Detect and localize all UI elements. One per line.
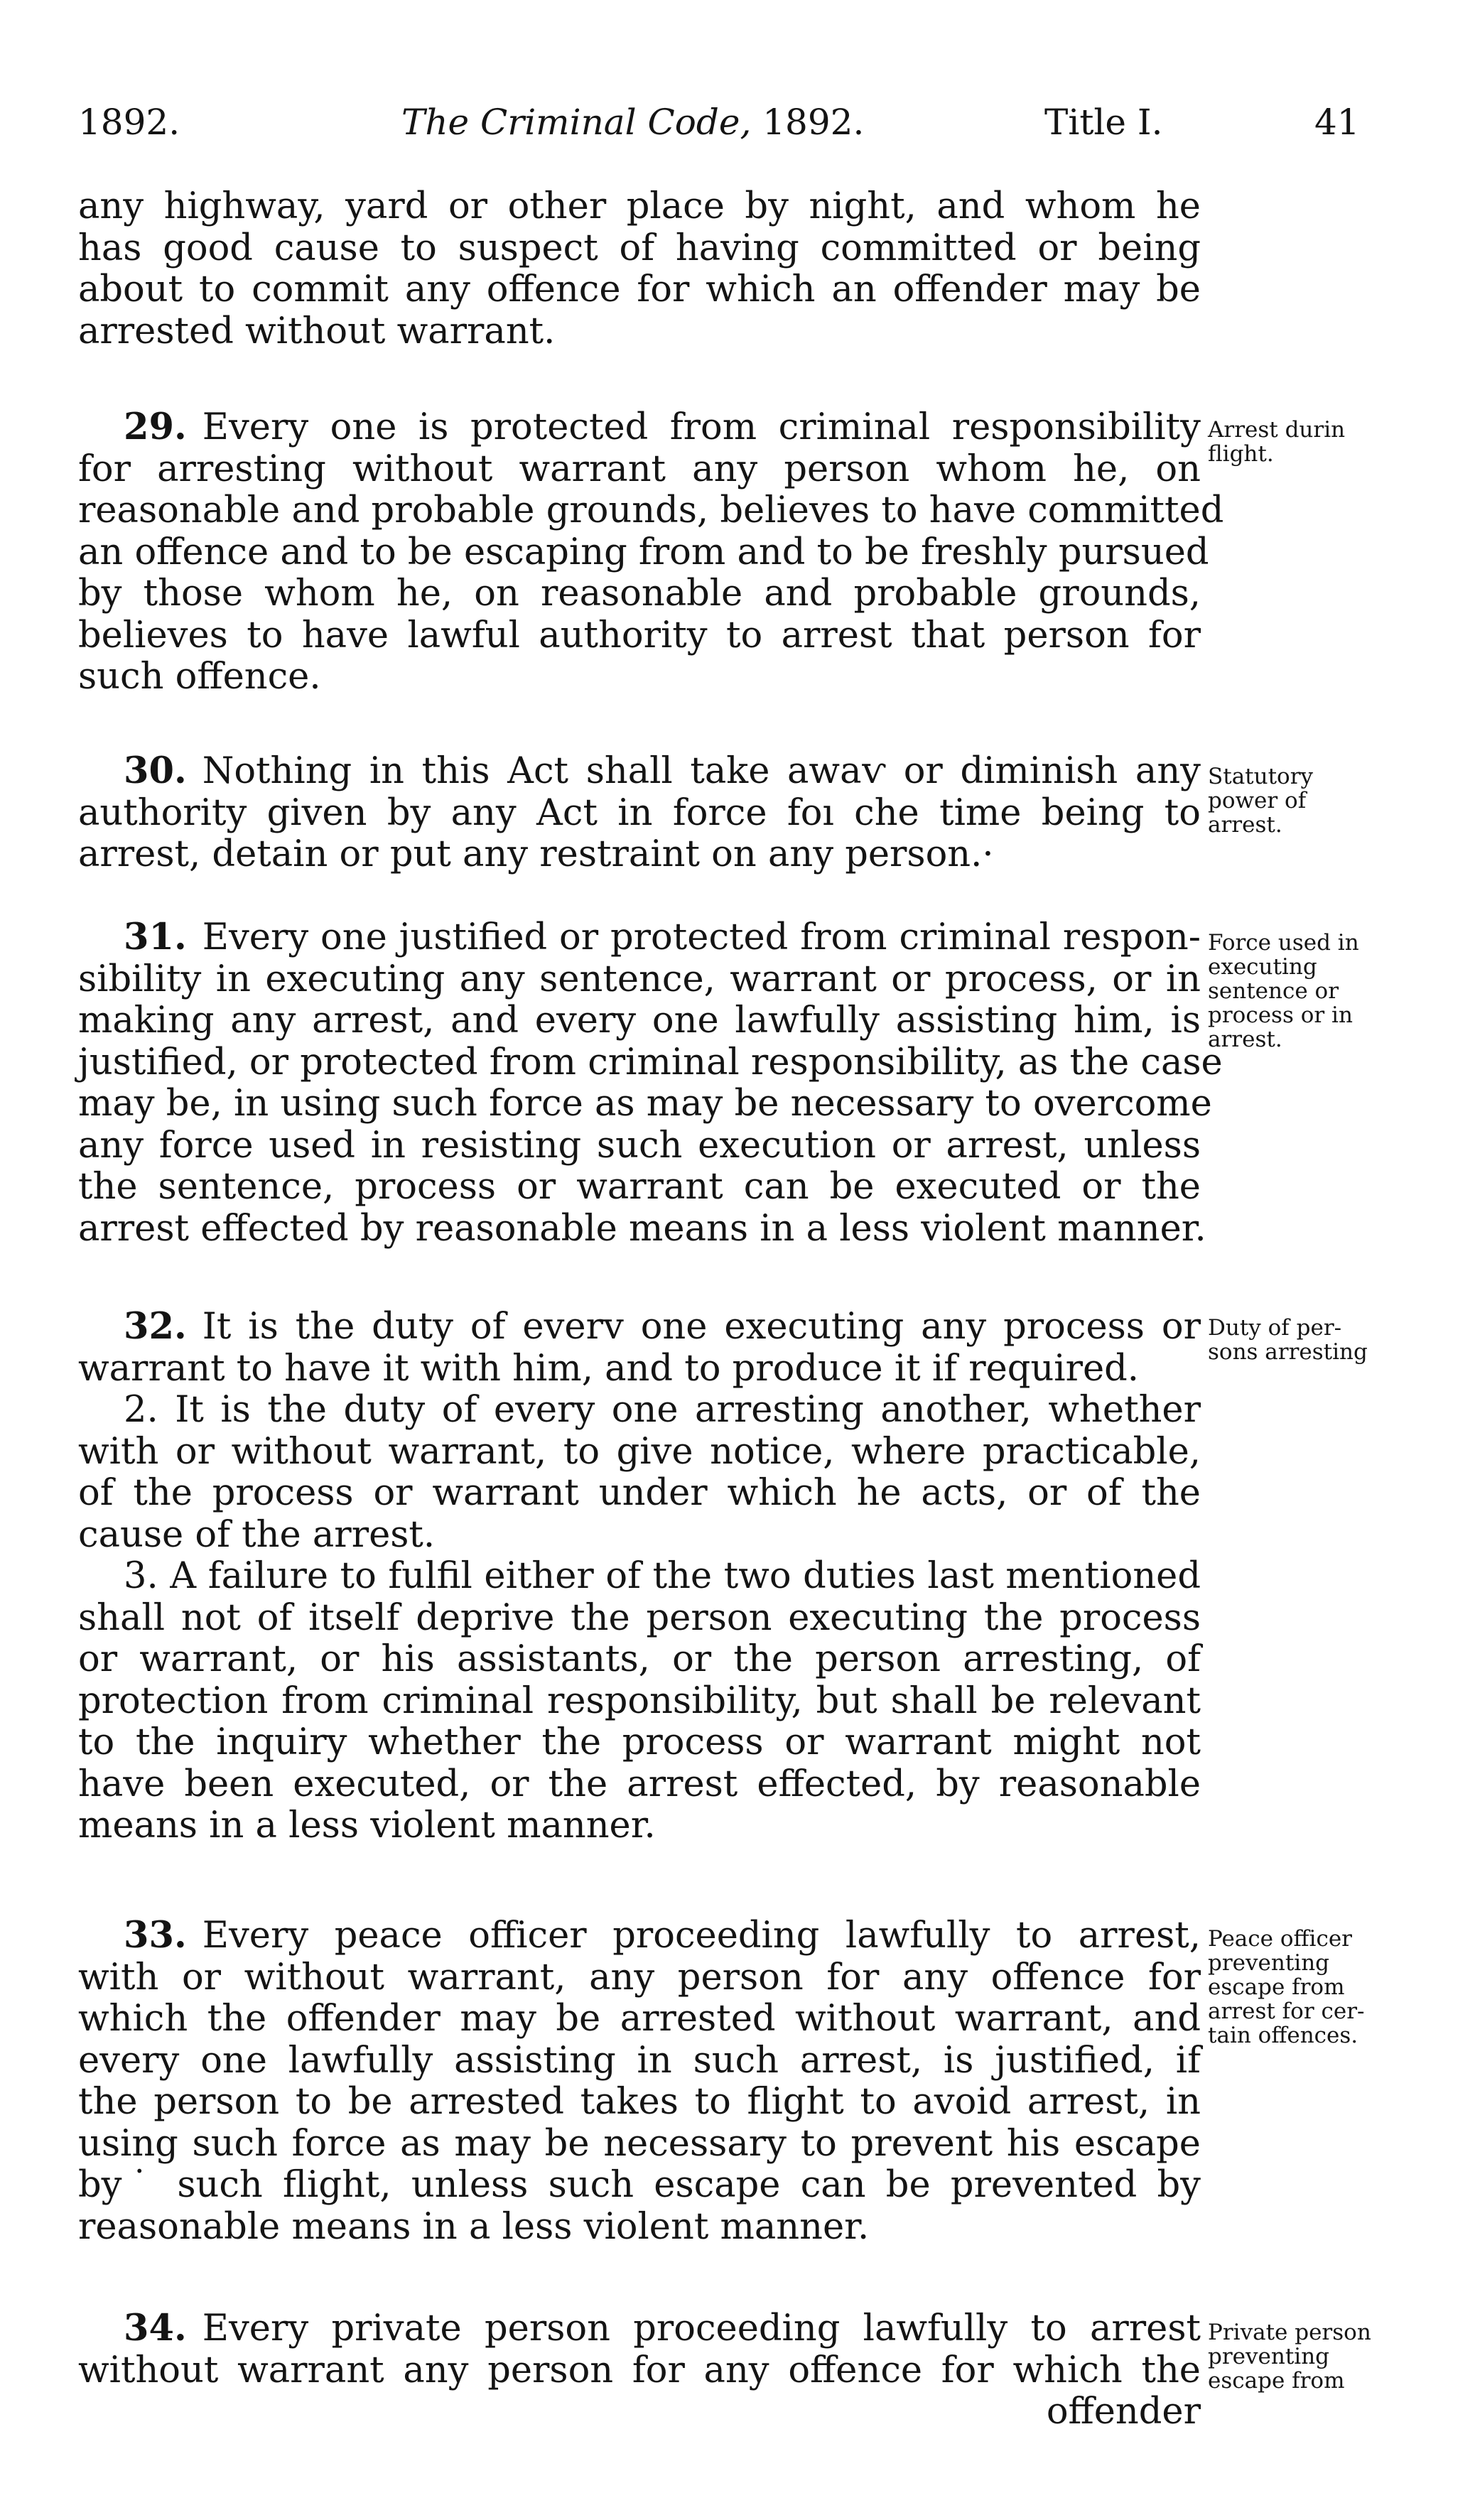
text-line: the person to be arrested takes to flight to avoid arrest, in xyxy=(78,2081,1201,2123)
section-number: 30. xyxy=(124,750,187,792)
text-line: reasonable and probable grounds, believes to have committed xyxy=(78,490,1224,531)
text-line: the sentence, process or warrant can be exeсuted or the xyxy=(78,1166,1201,1208)
note-line: escape from xyxy=(1208,2368,1345,2394)
section-number: 29. xyxy=(124,406,187,448)
text-line: warrant to have it with him, and to produce it if required. xyxy=(78,1347,1140,1390)
note-line: arrest. xyxy=(1208,812,1282,838)
page-number: 41 xyxy=(1314,102,1360,143)
marginal-note-33 xyxy=(1208,1927,1471,2048)
section-text: It is the duty of everv one executing any process or xyxy=(202,1306,1201,1348)
text-line: shall not of itself deprive the person executing the process xyxy=(78,1596,1201,1639)
note-line: power of xyxy=(1208,788,1307,813)
text-line: for arresting without warrant any person whom he, on xyxy=(78,448,1201,490)
text-line xyxy=(78,1915,1201,1957)
section-text: Every one justified or protected from criminal respon- xyxy=(202,916,1201,958)
text-line: arrested without warrant. xyxy=(78,310,556,352)
text-line: protection from criminal responsibility, but shall be relevant xyxy=(78,1680,1201,1722)
text-line: by those whom he, on reasonable and probable grounds, xyxy=(78,573,1201,615)
text-line: means in a less violent manner. xyxy=(78,1805,656,1846)
text-line: 2. It is the duty of every one arresting another, whether xyxy=(124,1389,1201,1431)
section-text: Nothing in this Act shall take awaѵ or diminish any xyxy=(202,750,1201,792)
text-line: with or without warrant, any person for any offence for xyxy=(78,1956,1201,1999)
text-line: authority given by any Act in force foı сhe time being to xyxy=(78,791,1201,834)
note-line: process or in xyxy=(1208,1002,1353,1028)
text-line: every one lawfully assisting in such arrest, is justified, if xyxy=(78,2039,1201,2082)
note-line: sons arresting xyxy=(1208,1339,1368,1365)
section-number: 33. xyxy=(124,1914,187,1957)
section-number: 34. xyxy=(124,2307,187,2349)
marginal-note-34 xyxy=(1208,2320,1471,2393)
text-line: believes to have lawful authority to arrest that person for xyxy=(78,614,1201,656)
note-line: executing xyxy=(1208,954,1317,980)
note-line: Statutory xyxy=(1208,764,1314,789)
text-line: any force used in resisting such execution or arrest, unless xyxy=(78,1124,1201,1167)
running-header-title xyxy=(401,101,864,144)
text-line: of the process or warrant under which he acts, or of the xyxy=(78,1472,1201,1514)
running-header-year: 1892. xyxy=(78,102,180,143)
text-line: reasonable means in a less violent manner. xyxy=(78,2205,870,2248)
section-31 xyxy=(78,916,1223,1250)
running-header-title-year: 1892. xyxy=(762,102,865,143)
text-line: about to commit any offence for which an offender may be xyxy=(78,269,1201,310)
note-line: Peace officer xyxy=(1208,1926,1352,1952)
note-line: sentence or xyxy=(1208,978,1339,1004)
text-line: by˙ such flight, unless such escape can be prevented by xyxy=(78,2164,1201,2206)
text-line xyxy=(78,750,1201,793)
marginal-note-32 xyxy=(1208,1316,1471,1364)
text-line xyxy=(78,1306,1201,1348)
text-line: which the offender may be arrested without warrant, and xyxy=(78,1998,1201,2040)
text-line: has good cause to suspect of having committed or being xyxy=(78,227,1201,269)
note-line: Arrest durin xyxy=(1208,417,1346,443)
running-header-title-italic: The Criminal Code, xyxy=(401,102,752,143)
section-text: Every one is protected from criminal responsibility xyxy=(202,406,1201,448)
text-line: without warrant any person for any offence for which the xyxy=(78,2349,1201,2391)
section-text: Every private person proceeding lawfully to arrest xyxy=(202,2308,1201,2349)
text-line: with or without warrant, to give notice, where practicable, xyxy=(78,1430,1201,1473)
text-line: may be, in using such force as may be necessary to overcome xyxy=(78,1083,1212,1125)
text-line xyxy=(78,916,1201,959)
text-line: such offence. xyxy=(78,656,321,698)
section-34 xyxy=(78,2308,1201,2433)
marginal-note-29 xyxy=(1208,418,1471,466)
text-line: justified, or protected from criminal responsibility, as the case xyxy=(78,1041,1223,1083)
note-line: Force used in xyxy=(1208,930,1359,956)
section-text: Every peace officer proceeding lawfully to arrest, xyxy=(202,1915,1201,1957)
note-line: escape from xyxy=(1208,1974,1345,2000)
text-line: an offence and to be escaping from and to be freshly pursued xyxy=(78,531,1209,573)
note-line: arrest for cer- xyxy=(1208,1999,1365,2024)
section-29 xyxy=(78,406,1224,698)
text-line: any highway, yard or other place by night, and whom he xyxy=(78,185,1201,227)
catchword: offender xyxy=(1046,2391,1201,2433)
marginal-note-30 xyxy=(1208,764,1471,837)
marginal-note-31 xyxy=(1208,931,1471,1051)
note-line: tain offences. xyxy=(1208,2023,1358,2048)
text-line: to the inquiry whether the process or warrant might not xyxy=(78,1721,1201,1763)
text-line xyxy=(78,406,1201,449)
text-line: or warrant, or his assistants, or the person arresting, of xyxy=(78,1638,1201,1680)
note-line: preventing xyxy=(1208,1950,1330,1976)
text-line: making any arrest, and every one lawfully assisting him, is xyxy=(78,1000,1201,1042)
section-33 xyxy=(78,1915,1201,2248)
note-line: flight. xyxy=(1208,441,1274,467)
text-line: arrest effected by reasonable means in a less violent manner. xyxy=(78,1207,1206,1250)
running-header-part: Title I. xyxy=(1044,102,1163,143)
text-line: cause of the arrest. xyxy=(78,1513,436,1556)
text-line: arrest, detain or put any restraint on any person.· xyxy=(78,833,994,875)
text-line: sibility in executing any sentence, warrant or process, or in xyxy=(78,958,1201,1000)
continuation-paragraph xyxy=(78,186,1201,352)
note-line: preventing xyxy=(1208,2344,1330,2369)
note-line: Private person xyxy=(1208,2320,1371,2345)
section-number: 32. xyxy=(124,1305,187,1348)
note-line: arrest. xyxy=(1208,1027,1282,1052)
section-number: 31. xyxy=(124,916,187,958)
text-line: 3. A failure to fulfil either of the two duties last mentioned xyxy=(124,1555,1201,1597)
text-line: using such force as may be necessary to prevent his escape xyxy=(78,2122,1201,2165)
section-32 xyxy=(78,1306,1201,1847)
text-line: have been executed, or the arrest effected, by reasonable xyxy=(78,1763,1201,1805)
note-line: Duty of per- xyxy=(1208,1315,1342,1341)
section-30 xyxy=(78,750,1201,876)
text-line xyxy=(78,2308,1201,2350)
